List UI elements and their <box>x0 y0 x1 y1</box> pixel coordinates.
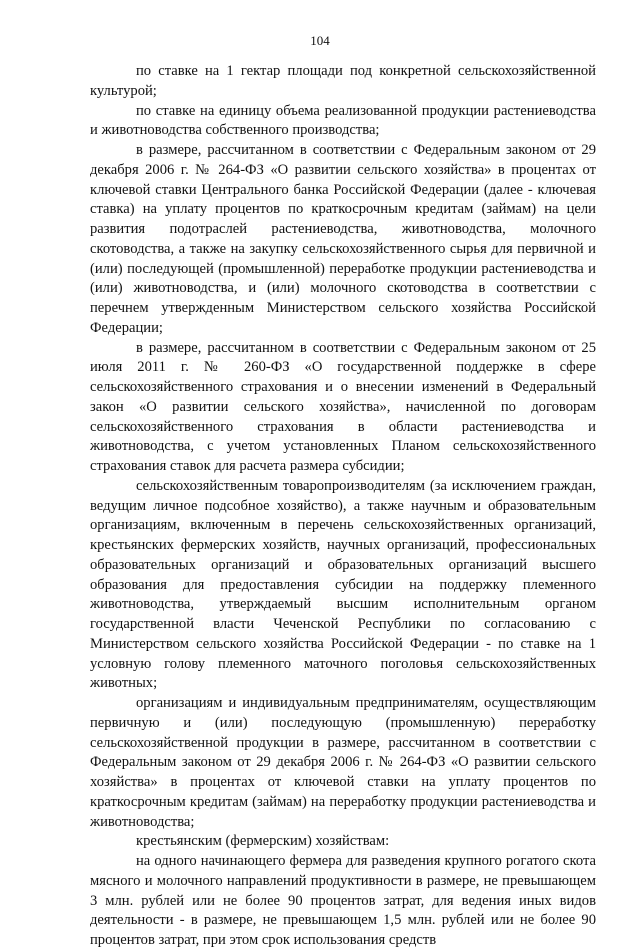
paragraph-peasant-farms-heading: крестьянским (фермерским) хозяйствам: <box>136 833 390 850</box>
paragraph-per-unit-volume-rate: по ставке на единицу объема реализованной продукции растениеводства и животноводства собственного производства; <box>90 102 596 139</box>
paragraph-processing-organizations: организациям и индивидуальным предпринимателям, осуществляющим первичную и (или) последующую (промышленную) переработку сельскохозяйственной продукции в размере, рассчитанном в соответствии с Федеральным законом от 29 декабря 2006 г. № 264-ФЗ «О развитии сельского хозяйства» в процентах от ключевой ставки на уплату процентов по краткосрочным кредитам (займам) на переработку продукции растениеводства и животноводства; <box>90 695 596 830</box>
paragraph-beginning-farmer-grant: на одного начинающего фермера для разведения крупного рогатого скота мясного и молочного направлений продуктивности в размере, не превышающем 3 млн. рублей или не более 90 процентов затрат, для ведения иных видов деятельности - в размере, не превышающем 1,5 млн. рублей или не более 90 процентов затрат, при этом срок использования средств <box>90 853 596 948</box>
paragraph-short-term-loan-interest-264fz: в размере, рассчитанном в соответствии с Федеральным законом от 29 декабря 2006 г. № 264-ФЗ «О развитии сельского хозяйства» в процентах от ключевой ставки Центрального банка Российской Федерации (далее - ключевая ставка) на уплату процентов по краткосрочным кредитам (займам) на цели развития подотраслей растениеводства, животноводства, молочного скотоводства, а также на закупку сельскохозяйственного сырья для первичной и (или) последующей (промышленной) переработке продукции растениеводства и (или) животноводства, и (или) молочного скотоводства в соответствии с перечнем утвержденным Министерством сельского хозяйства Российской Федерации; <box>90 142 596 336</box>
page-number: 104 <box>310 33 330 48</box>
document-body <box>90 62 596 951</box>
paragraph-breeding-livestock-support: сельскохозяйственным товаропроизводителям (за исключением граждан, ведущим личное подсобное хозяйство), а также научным и образовательным организациям, включенным в перечень сельскохозяйственных организаций, крестьянских фермерских хозяйств, научных организаций, профессиональных образовательных организаций и образовательных организаций высшего образования для предоставления субсидии на поддержку племенного животноводства, утверждаемый высшим исполнительным органом государственной власти Чеченской Республики по согласованию с Министерством сельского хозяйства Российской Федерации - по ставке на 1 условную голову племенного маточного поголовья сельскохозяйственных животных; <box>90 477 596 692</box>
paragraph-per-hectare-rate: по ставке на 1 гектар площади под конкретной сельскохозяйственной культурой; <box>90 63 596 99</box>
paragraph-agricultural-insurance-260fz: в размере, рассчитанном в соответствии с Федеральным законом от 25 июля 2011 г. № 260-ФЗ «О государственной поддержке в сфере сельскохозяйственного страхования и о внесении изменений в Федеральный закон «О развитии сельского хозяйства», начисленной по договорам сельскохозяйственного страхования в области растениеводства и животноводства, с учетом установленных Планом сельскохозяйственного страхования ставок для расчета размера субсидии; <box>90 339 596 474</box>
